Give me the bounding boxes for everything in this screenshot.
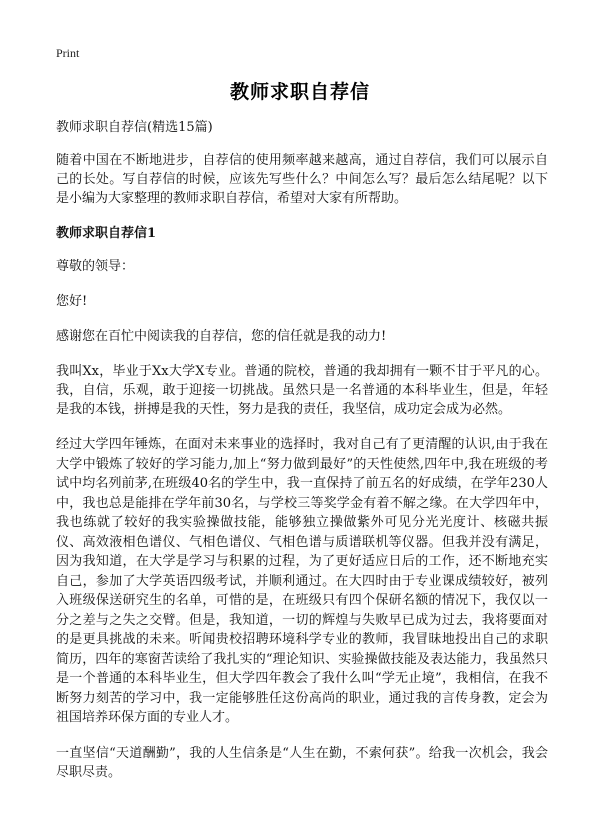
page-title: 教师求职自荐信 (229, 81, 370, 103)
body-paragraph-3: 一直坚信“天道酬勤”，我的人生信条是“人生在勤，不索何获”。给我一次机会，我会尽职尽责。 (56, 745, 548, 780)
salutation: 尊敬的领导： (56, 259, 135, 274)
print-label: Print (56, 46, 80, 60)
document-subtitle: 教师求职自荐信(精选15篇) (56, 120, 213, 135)
greeting: 您好! (56, 294, 88, 309)
thanks-paragraph: 感谢您在百忙中阅读我的自荐信，您的信任就是我的动力! (56, 329, 387, 344)
document-body (56, 118, 548, 798)
body-paragraph-1: 我叫Xx，毕业于Xx大学X专业。普通的院校，普通的我却拥有一颗不甘于平凡的心。我，自信，乐观，敢于迎接一切挑战。虽然只是一名普通的本科毕业生，但是，年轻是我的本钱，拼搏是我的天性，努力是我的责任，我坚信，成功定会成为必然。 (56, 364, 548, 417)
intro-paragraph: 随着中国在不断地进步，自荐信的使用频率越来越高，通过自荐信，我们可以展示自己的长处。写自荐信的时候，应该先写些什么？中间怎么写？最后怎么结尾呢？以下是小编为大家整理的教师求职自荐信，希望对大家有所帮助。 (56, 153, 548, 206)
section-heading: 教师求职自荐信1 (56, 226, 157, 241)
body-paragraph-2: 经过大学四年锤炼，在面对未来事业的选择时，我对自己有了更清醒的认识,由于我在大学中锻炼了较好的学习能力,加上“努力做到最好”的天性使然,四年中,我在班级的考试中均名列前茅,在班级40名的学生中，我一直保持了前五名的好成绩，在学年230人中，我也总是能排在学年前30名，与学校三等奖学金有着不解之缘。在大学四年中，我也练就了较好的我实验操做技能，能够独立操做紫外可见分光光度计、核磁共振仪、高效液相色谱仪、气相色谱仪、气相色谱与质谱联机等仪器。但我并没有满足，因为我知道，在大学是学习与积累的过程，为了更好适应日后的工作，还不断地充实自己，参加了大学英语四级考试，并顺利通过。在大四时由于专业课成绩较好，被列入班级保送研究生的名单，可惜的是，在班级只有四个保研名额的情况下，我仅以一分之差与之失之交臂。但是，我知道，一切的辉煌与失败早已成为过去，我将要面对的是更具挑战的未来。听闻贵校招聘环境科学专业的教师，我冒昧地投出自己的求职简历，四年的寒窗苦读给了我扎实的“理论知识、实验操做技能及表达能力，我虽然只是一个普通的本科毕业生，但大学四年教会了我什么叫“学无止境”，我相信，在我不断努力刻苦的学习中，我一定能够胜任这份高尚的职业，通过我的言传身教，定会为祖国培养环保方面的专业人才。 (56, 437, 548, 725)
